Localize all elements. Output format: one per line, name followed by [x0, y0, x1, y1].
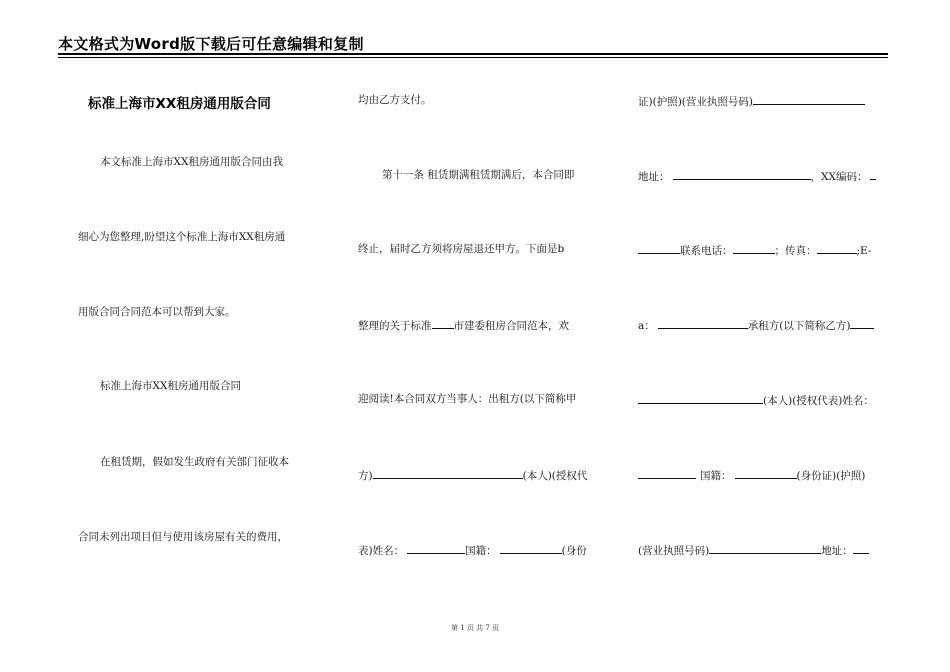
blank-underline: [870, 168, 876, 180]
paragraph-line: 用版合同合同范本可以帮到大家。: [78, 306, 236, 318]
paragraph-line: [638, 93, 865, 109]
blank-underline: [500, 542, 562, 554]
text-segment: a：: [638, 320, 655, 332]
paragraph-line: [358, 467, 587, 483]
blank-underline: [407, 542, 465, 554]
banner-title: 本文格式为Word版下载后可任意编辑和复制: [58, 35, 364, 53]
blank-underline: [753, 93, 865, 105]
blank-underline: [638, 242, 680, 254]
paragraph-line: 标准上海市XX租房通用版合同: [100, 380, 241, 392]
text-segment: 市建委租房合同范本，欢: [453, 320, 569, 332]
paragraph-line: 细心为您整理,盼望这个标准上海市XX租房通: [78, 231, 286, 243]
text-segment: 地址：: [638, 171, 670, 183]
blank-underline: [853, 542, 869, 554]
text-segment: (本人)(授权代: [522, 470, 588, 482]
text-segment: 证)(护照)(营业执照号码): [638, 96, 753, 108]
text-segment: 国籍：: [700, 470, 732, 482]
paragraph-line: 在租赁期，假如发生政府有关部门征收本: [100, 456, 289, 468]
blank-underline: [638, 467, 696, 479]
blank-underline: [709, 542, 821, 554]
text-segment: (本人)(授权代表)姓名：: [763, 395, 874, 407]
paragraph-line: 合同未列出项目但与使用该房屋有关的费用，: [78, 531, 288, 543]
blank-underline: [850, 317, 874, 329]
paragraph-line: [638, 467, 865, 483]
blank-underline: [817, 242, 857, 254]
text-segment: 国籍：: [465, 545, 497, 557]
blank-underline: [735, 467, 797, 479]
paragraph-line: 第十一条 租赁期满租赁期满后，本合同即: [382, 169, 575, 181]
paragraph-line: [358, 542, 587, 558]
page-number: 第 1 页 共 7 页: [450, 624, 500, 632]
text-segment: ;E-: [856, 245, 872, 257]
text-segment: (身份证)(护照): [796, 470, 866, 482]
text-segment: 表)姓名：: [358, 545, 405, 557]
blank-underline: [638, 392, 763, 404]
paragraph-line: [638, 392, 874, 408]
text-segment: ，XX编码：: [810, 171, 868, 183]
blank-underline: [373, 467, 523, 479]
blank-underline: [673, 168, 811, 180]
paragraph-line: [638, 317, 874, 333]
document-title: 标准上海市XX租房通用版合同: [88, 96, 271, 112]
text-segment: (营业执照号码): [638, 545, 710, 557]
paragraph-line: [638, 542, 869, 558]
blank-underline: [658, 317, 748, 329]
paragraph-line: [638, 242, 871, 258]
header-rule-thin: [58, 57, 888, 58]
blank-underline: [733, 242, 775, 254]
paragraph-line: 迎阅读!本合同双方当事人：出租方(以下简称甲: [358, 393, 577, 405]
paragraph-line: 均由乙方支付。: [358, 94, 432, 106]
text-segment: (身份: [561, 545, 587, 557]
text-segment: 整理的关于标准: [358, 320, 432, 332]
paragraph-line: [638, 168, 876, 184]
paragraph-line: [358, 317, 569, 333]
blank-underline: [432, 317, 454, 329]
paragraph-line: 终止，届时乙方须将房屋退还甲方。下面是b: [358, 243, 565, 255]
text-segment: 联系电话：: [680, 245, 733, 257]
text-segment: 承租方(以下简称乙方): [747, 320, 851, 332]
header-rule-thick: [58, 53, 888, 55]
text-segment: ；传真：: [774, 245, 817, 257]
text-segment: 地址：: [821, 545, 853, 557]
paragraph-line: 本文标准上海市XX租房通用版合同由我: [100, 156, 283, 168]
text-segment: 方): [358, 470, 373, 482]
